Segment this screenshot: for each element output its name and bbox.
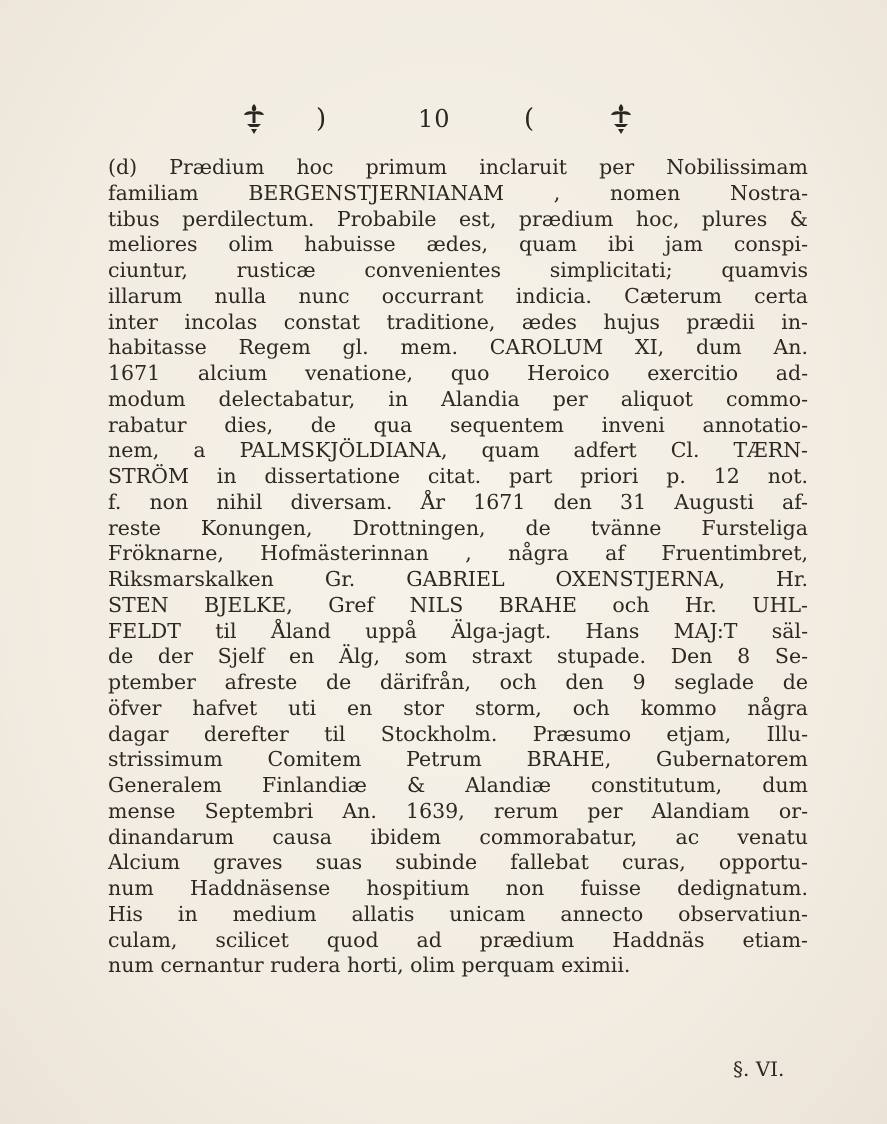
text-line: STRÖM in dissertatione citat. part priori p. 12 not. xyxy=(108,464,808,488)
text-line: num cernantur rudera horti, olim perquam eximii. xyxy=(108,953,631,978)
header-right-paren: ( xyxy=(524,104,535,134)
text-line: Fröknarne, Hofmästerinnan , några af Fruentimbret, xyxy=(108,541,808,566)
text-line: habitasse Regem gl. mem. CAROLUM XI, dum An. xyxy=(108,335,808,360)
fleuron-icon xyxy=(241,100,267,140)
text-line: familiam BERGENSTJERNIANAM , nomen Nostra- xyxy=(108,180,808,205)
fleuron-icon xyxy=(608,100,634,140)
text-line: de der Sjelf en Älg, som straxt stupade. Den 8 Se- xyxy=(108,644,808,669)
text-line: nem, a PALMSKJÖLDIANA, quam adfert Cl. TÆRN- xyxy=(108,438,808,463)
body-text xyxy=(108,155,808,979)
text-line: tibus perdilectum. Probabile est, prædium hoc, plures & xyxy=(108,206,808,231)
text-line: ptember afreste de därifrån, och den 9 seglade de xyxy=(108,670,808,694)
catchword: §. VI. xyxy=(733,1057,785,1081)
text-line: Generalem Finlandiæ & Alandiæ constitutum, dum xyxy=(108,773,808,797)
header-left-paren: ) xyxy=(316,104,327,134)
page-header xyxy=(0,100,887,140)
page-number: 10 xyxy=(418,105,451,133)
text-line: inter incolas constat traditione, ædes hujus prædii in- xyxy=(108,309,808,334)
text-line: Riksmarskalken Gr. GABRIEL OXENSTJERNA, Hr. xyxy=(108,567,808,591)
text-line: illarum nulla nunc occurrant indicia. Cæterum certa xyxy=(108,283,808,308)
text-line: f. non nihil diversam. År 1671 den 31 Augusti af- xyxy=(108,489,808,514)
text-line: meliores olim habuisse ædes, quam ibi jam conspi- xyxy=(108,232,808,257)
text-line: culam, scilicet quod ad prædium Haddnäs etiam- xyxy=(108,927,808,952)
text-line: 1671 alcium venatione, quo Heroico exercitio ad- xyxy=(108,361,808,385)
text-line: dagar derefter til Stockholm. Præsumo etjam, Illu- xyxy=(108,721,808,746)
text-line: rabatur dies, de qua sequentem inveni annotatio- xyxy=(108,412,808,437)
text-line: strissimum Comitem Petrum BRAHE, Gubernatorem xyxy=(108,747,808,772)
text-line: FELDT til Åland uppå Älga-jagt. Hans MAJ:T säl- xyxy=(108,618,808,643)
text-line: reste Konungen, Drottningen, de tvänne Fursteliga xyxy=(108,515,808,540)
text-line: dinandarum causa ibidem commorabatur, ac venatu xyxy=(108,824,808,849)
text-line: (d) Prædium hoc primum inclaruit per Nobilissimam xyxy=(108,155,808,179)
text-line: Alcium graves suas subinde fallebat curas, opportu- xyxy=(108,850,808,875)
text-line: His in medium allatis unicam annecto observatiun- xyxy=(108,901,808,926)
text-line: ciuntur, rusticæ convenientes simplicitati; quamvis xyxy=(108,258,808,282)
text-line: modum delectabatur, in Alandia per aliquot commo- xyxy=(108,386,808,411)
text-line: num Haddnäsense hospitium non fuisse dedignatum. xyxy=(108,876,808,900)
text-line: öfver hafvet uti en stor storm, och kommo några xyxy=(108,695,808,720)
text-line: mense Septembri An. 1639, rerum per Alandiam or- xyxy=(108,798,808,823)
text-line: STEN BJELKE, Gref NILS BRAHE och Hr. UHL- xyxy=(108,592,808,617)
